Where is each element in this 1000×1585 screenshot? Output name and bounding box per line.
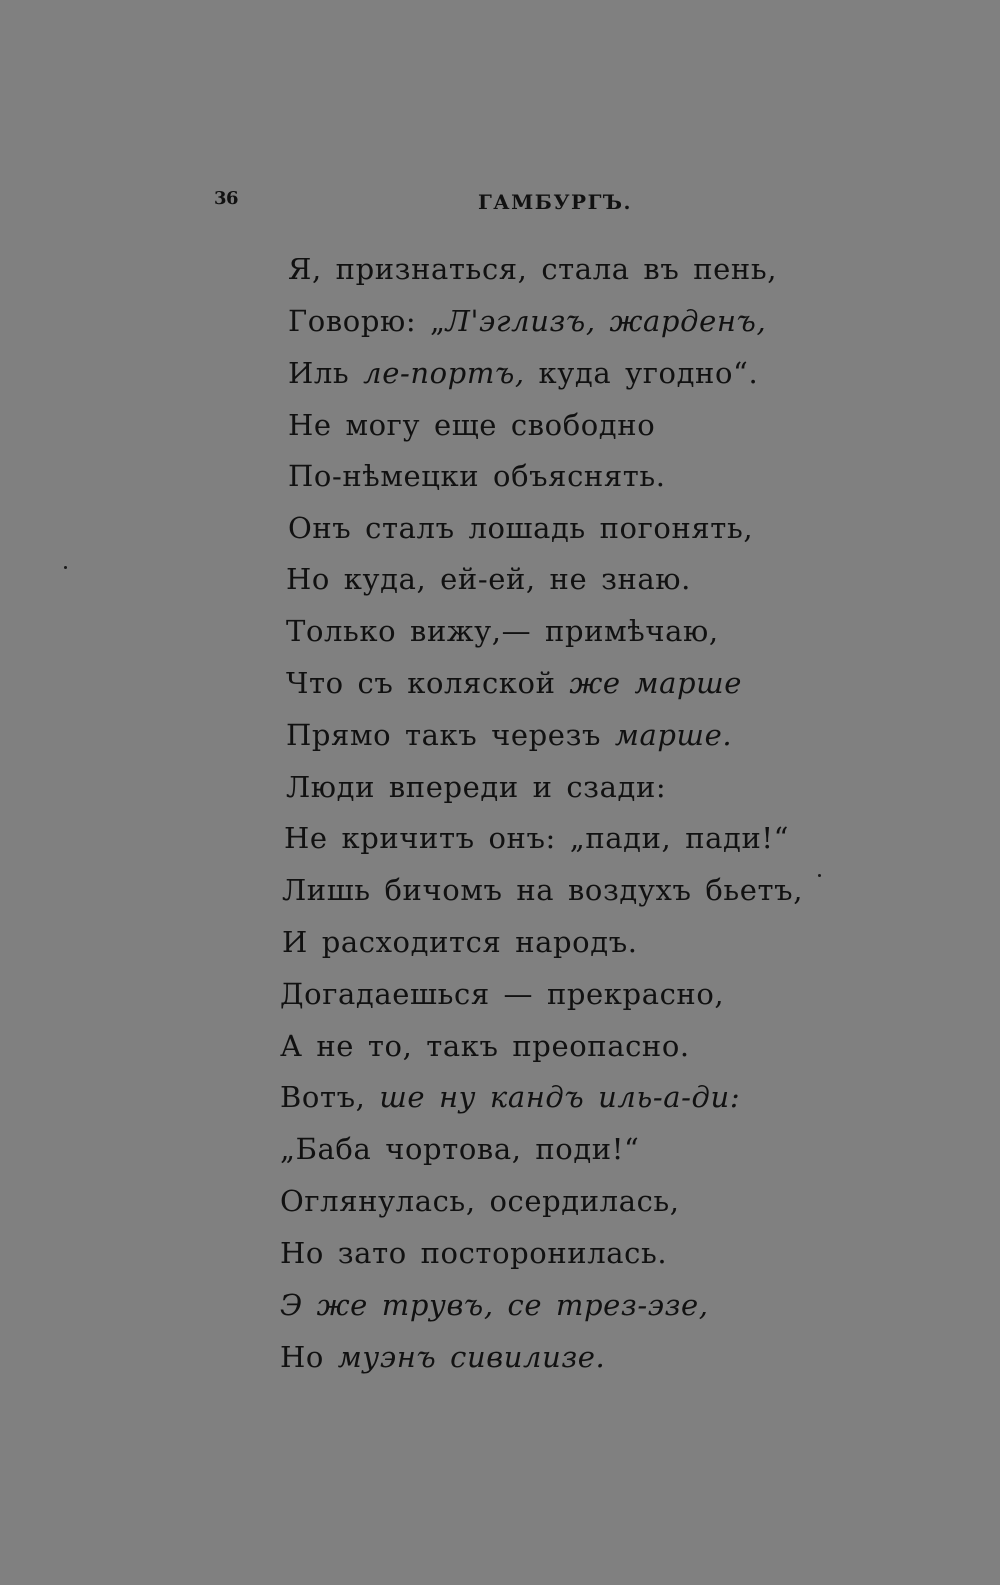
scan-speck [64,566,67,569]
poem-line-segment: Оглянулась, осердилась, [280,1184,680,1218]
poem-line [280,1029,690,1063]
poem-line [288,408,655,442]
poem-line [288,304,766,338]
poem-line [286,718,732,752]
poem-line-segment-italic: муэнъ сивилизе. [337,1340,606,1374]
poem-line-segment-italic: же марше [569,666,743,700]
poem-line [280,1080,740,1114]
poem-line-segment: „Баба чортова, поди!“ [280,1132,640,1166]
poem-line-segment: Люди впереди и сзади: [286,770,667,804]
poem-line-segment: И расходится народъ. [282,925,638,959]
poem-line-segment-italic: марше. [614,718,733,752]
poem-line [280,1288,709,1322]
poem-line-segment: Но куда, ей-ей, не знаю. [286,562,691,596]
poem-line [280,1340,605,1374]
poem-line-segment: Иль [288,356,364,390]
poem-line-segment: А не то, такъ преопасно. [280,1029,690,1063]
poem-line-segment: Но зато посторонилась. [280,1236,668,1270]
poem-line-segment-italic: Л'эглизъ, жарденъ, [445,304,767,338]
poem-line-segment: Я, признаться, стала въ пень, [288,252,778,286]
poem-line-segment: Не кричитъ онъ: „пади, пади!“ [284,821,790,855]
poem-line [286,562,691,596]
poem-line [280,1236,667,1270]
scan-speck [818,874,821,877]
poem-line-segment: Догадаешься — прекрасно, [280,977,725,1011]
poem-line [280,977,724,1011]
poem-line [288,356,758,390]
poem-line [286,666,742,700]
poem-line-segment-italic: ле-портъ, [363,356,525,390]
poem-line-segment: Что съ коляской [286,666,570,700]
poem-line-segment: куда угодно“. [524,356,759,390]
page-number: 36 [214,188,239,209]
poem-line [286,770,666,804]
poem-line [280,1132,639,1166]
poem-line-segment: Только вижу,— примѣчаю, [286,614,719,648]
poem-line-segment-italic: ше ну кандъ иль-а-ди: [379,1080,741,1114]
poem-line-segment: Но [280,1340,338,1374]
poem-line [282,873,803,907]
poem-line-segment: Лишь бичомъ на воздухъ бьетъ, [282,873,804,907]
poem-line-segment: Прямо такъ черезъ [286,718,615,752]
poem-line [282,925,638,959]
running-title: ГАМБУРГЪ. [478,190,632,214]
poem-line [280,1184,680,1218]
poem-line-segment: Говорю: „ [288,304,446,338]
poem-line-segment: Онъ сталъ лошадь погонять, [288,511,754,545]
poem-line-segment-italic: Э же трувъ, се трез-эзе, [280,1288,709,1322]
poem-line [284,821,789,855]
poem-line-segment: Вотъ, [280,1080,380,1114]
poem-line-segment: По-нѣмецки объяснять. [288,459,666,493]
poem-line [288,511,753,545]
poem-line [288,252,777,286]
poem-line-segment: Не могу еще свободно [288,408,656,442]
poem-line [288,459,666,493]
poem-line [286,614,719,648]
